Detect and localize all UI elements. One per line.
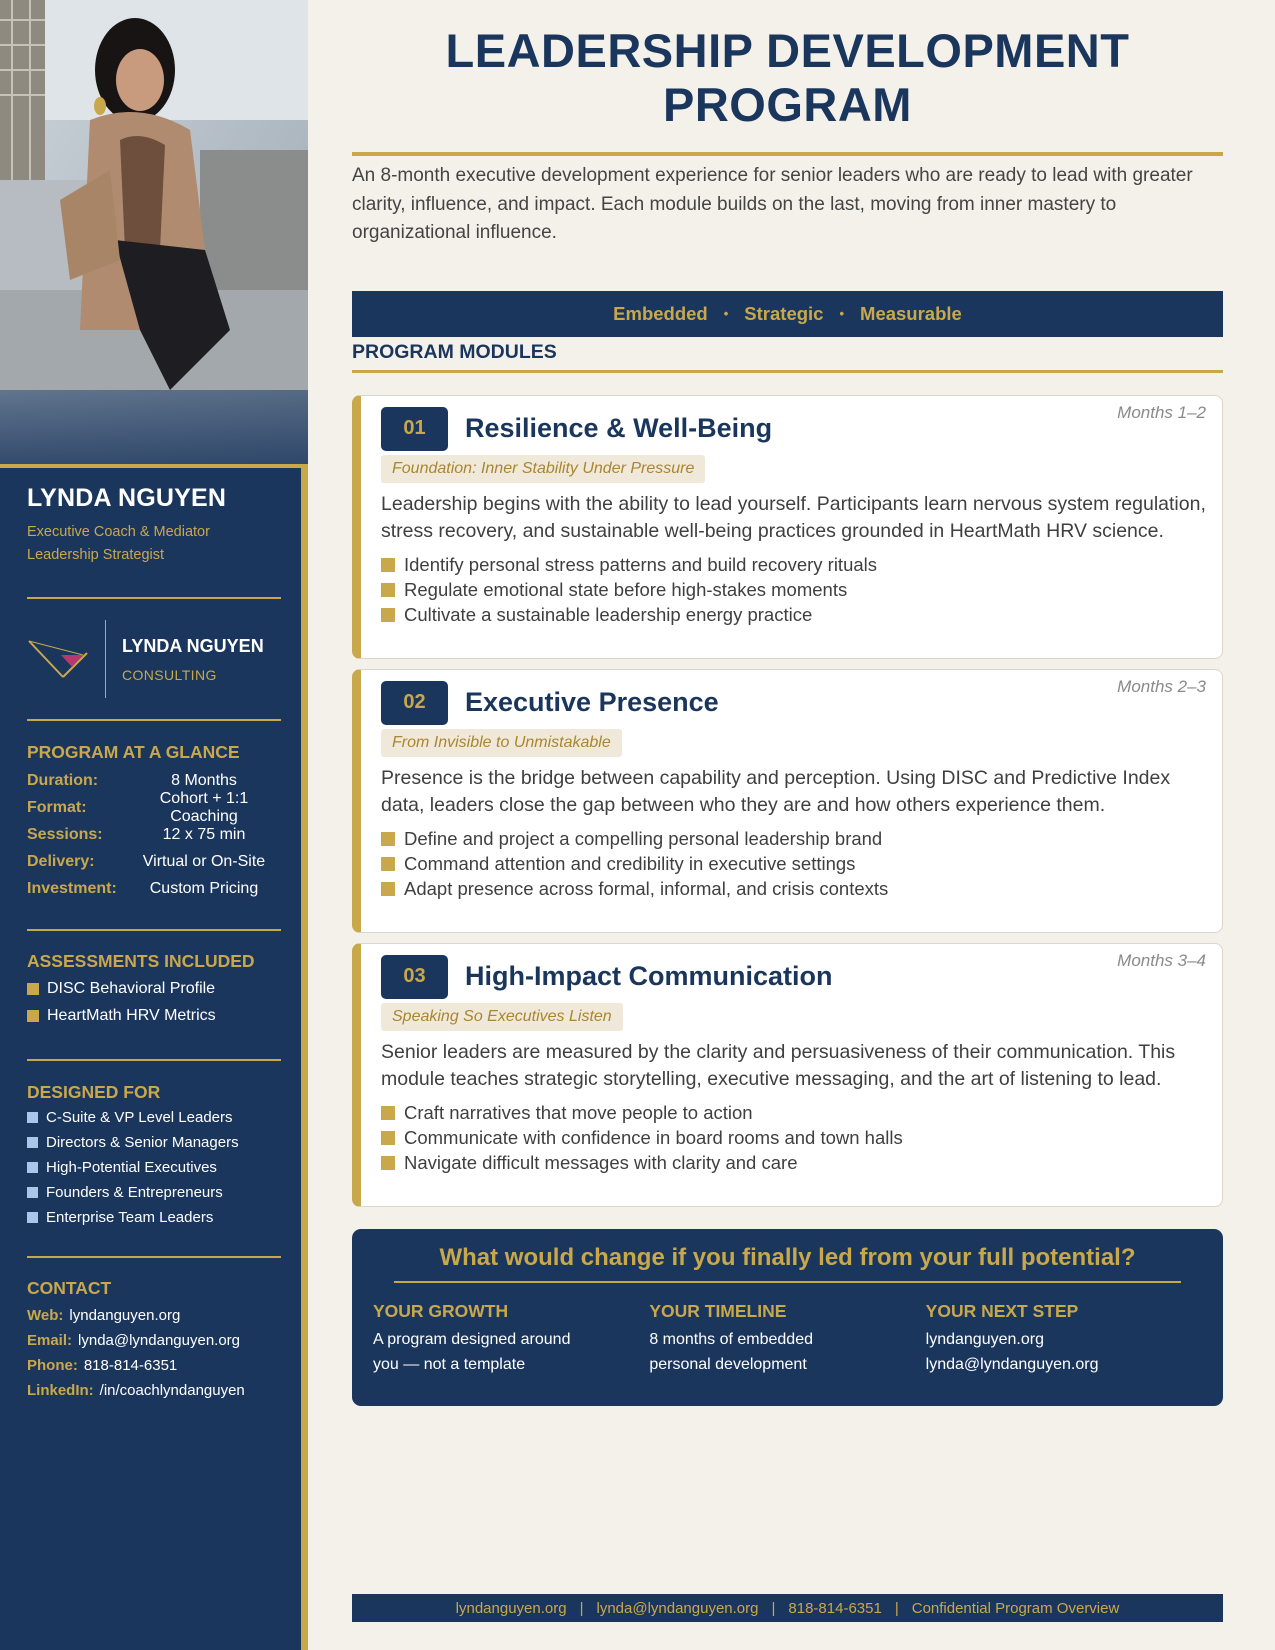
divider — [27, 1059, 281, 1061]
bullet-text: Communicate with confidence in board rooms and town halls — [404, 1127, 903, 1148]
portrait-photo — [0, 0, 308, 466]
logo-name: LYNDA NGUYEN — [122, 635, 264, 656]
glance-row — [27, 875, 281, 902]
square-bullet-icon — [381, 608, 395, 622]
module-card — [352, 669, 1223, 933]
module-bullets — [381, 553, 1206, 628]
module-description: Presence is the bridge between capability and perception. Using DISC and Predictive Index data, leaders close the gap between who they are and how others experience them. — [381, 766, 1171, 816]
module-bullet — [381, 553, 1206, 578]
module-title: Executive Presence — [465, 687, 719, 717]
module-number: 01 — [381, 407, 448, 451]
banner-dot: • — [723, 306, 729, 321]
glance-value: Custom Pricing — [149, 879, 259, 897]
call-to-action — [352, 1229, 1223, 1406]
module-bullet — [381, 1101, 1206, 1126]
glance-list — [27, 767, 281, 902]
audience-label: Enterprise Team Leaders — [46, 1209, 214, 1226]
audience-item — [27, 1155, 281, 1180]
module-tagline: Foundation: Inner Stability Under Pressure — [381, 455, 705, 483]
square-bullet-icon — [27, 1137, 38, 1148]
modules-list — [352, 395, 1223, 1207]
banner-value: Embedded — [613, 302, 708, 324]
module-card — [352, 943, 1223, 1207]
glance-key: Duration: — [27, 771, 99, 789]
module-months: Months 1–2 — [1117, 402, 1206, 422]
module-bullet — [381, 852, 1206, 877]
glance-value: Virtual or On-Site — [142, 852, 266, 870]
bullet-text: Adapt presence across formal, informal, and crisis contexts — [404, 878, 889, 899]
sidebar-content — [27, 468, 281, 1403]
glance-key: Investment: — [27, 879, 117, 897]
banner-value: Strategic — [744, 302, 824, 324]
profile-roles — [27, 521, 281, 567]
glance-key: Format: — [27, 798, 87, 816]
audience-label: High-Potential Executives — [46, 1159, 217, 1176]
modules-rule — [352, 370, 1223, 373]
contact-linkedin — [27, 1378, 281, 1403]
cta-line: personal development — [649, 1355, 807, 1373]
module-months: Months 2–3 — [1117, 676, 1206, 696]
cta-line: you — not a template — [373, 1355, 526, 1373]
contact-list — [27, 1303, 281, 1403]
square-bullet-icon — [27, 1010, 39, 1022]
square-bullet-icon — [27, 1112, 38, 1123]
glance-value: 8 Months — [171, 771, 237, 789]
title-rule — [352, 152, 1223, 156]
square-bullet-icon — [381, 583, 395, 597]
module-description: Senior leaders are measured by the clarity and persuasiveness of their communication. This module teaches strategic storytelling, executive messaging, and the art of listening to lead. — [381, 1040, 1176, 1090]
contact-phone-link[interactable]: 818-814-6351 — [83, 1357, 178, 1374]
square-bullet-icon — [381, 558, 395, 572]
module-bullets — [381, 1101, 1206, 1176]
modules-heading: PROGRAM MODULES — [352, 340, 557, 363]
contact-web — [27, 1303, 281, 1328]
glance-row — [27, 821, 281, 848]
footer-separator: | — [579, 1599, 584, 1617]
cta-rule — [394, 1281, 1181, 1283]
module-tagline: From Invisible to Unmistakable — [381, 729, 622, 757]
module-bullet — [381, 1126, 1206, 1151]
bullet-text: Command attention and credibility in executive settings — [404, 853, 856, 874]
bullet-text: Craft narratives that move people to action — [404, 1102, 753, 1123]
cta-text — [649, 1327, 925, 1377]
assessments-list — [27, 975, 281, 1029]
bullet-text: Regulate emotional state before high-stakes moments — [404, 579, 848, 600]
assessment-item — [27, 975, 281, 1002]
divider — [27, 719, 281, 721]
banner-dot: • — [839, 306, 845, 321]
bullet-text: Cultivate a sustainable leadership energy practice — [404, 604, 813, 625]
cta-text — [373, 1327, 649, 1377]
module-title: High-Impact Communication — [465, 961, 833, 991]
assessment-label: DISC Behavioral Profile — [47, 979, 216, 997]
audience-item — [27, 1180, 281, 1205]
values-banner — [352, 291, 1223, 337]
bullet-text: Navigate difficult messages with clarity and care — [404, 1152, 798, 1173]
program-intro: An 8-month executive development experience for senior leaders who are ready to lead with greater clarity, influence, and impact. Each module builds on the last, moving from inner mastery to organizational influence. — [352, 165, 1193, 243]
square-bullet-icon — [381, 1131, 395, 1145]
contact-email-link[interactable]: lynda@lyndanguyen.org — [78, 1332, 241, 1349]
divider — [27, 1256, 281, 1258]
page-title — [352, 24, 1223, 132]
square-bullet-icon — [381, 857, 395, 871]
module-description: Leadership begins with the ability to lead yourself. Participants learn nervous system regulation, stress recovery, and sustainable well-being practices grounded in HeartMath HRV science. — [381, 492, 1206, 542]
audience-label: C-Suite & VP Level Leaders — [46, 1109, 233, 1126]
module-bullet — [381, 1151, 1206, 1176]
cta-line: A program designed around — [373, 1330, 571, 1348]
glance-row — [27, 848, 281, 875]
audience-label: Founders & Entrepreneurs — [46, 1184, 223, 1201]
module-title: Resilience & Well-Being — [465, 413, 773, 443]
profile-role: Executive Coach & Mediator — [27, 524, 210, 540]
divider — [27, 929, 281, 931]
module-number: 02 — [381, 681, 448, 725]
cta-column-growth — [373, 1301, 649, 1377]
audience-item — [27, 1205, 281, 1230]
audience-item — [27, 1105, 281, 1130]
module-tagline: Speaking So Executives Listen — [381, 1003, 623, 1031]
module-header — [381, 681, 1206, 725]
square-bullet-icon — [27, 1187, 38, 1198]
contact-linkedin-link[interactable]: /in/coachlyndanguyen — [99, 1382, 245, 1399]
sidebar-accent-bar — [301, 466, 308, 1650]
footer-phone-link[interactable]: 818-814-6351 — [788, 1599, 882, 1617]
square-bullet-icon — [381, 882, 395, 896]
logo-subtitle: CONSULTING — [122, 666, 217, 683]
contact-phone — [27, 1353, 281, 1378]
designed-for-heading: DESIGNED FOR — [27, 1082, 161, 1102]
glance-heading: PROGRAM AT A GLANCE — [27, 742, 240, 762]
assessments-heading: ASSESSMENTS INCLUDED — [27, 951, 255, 971]
banner-value: Measurable — [860, 302, 962, 324]
footer-note: Confidential Program Overview — [911, 1599, 1120, 1617]
cta-column-next-step — [926, 1301, 1202, 1377]
cta-heading: YOUR TIMELINE — [649, 1300, 787, 1321]
footer-email-link[interactable]: lynda@lyndanguyen.org — [596, 1599, 759, 1617]
module-bullet — [381, 827, 1206, 852]
square-bullet-icon — [27, 1212, 38, 1223]
title-line: PROGRAM — [663, 78, 912, 131]
glance-value: Cohort + 1:1 Coaching — [159, 789, 249, 825]
square-bullet-icon — [381, 832, 395, 846]
glance-key: Delivery: — [27, 852, 95, 870]
profile-role: Leadership Strategist — [27, 547, 165, 563]
contact-key: Email: — [27, 1332, 73, 1349]
cta-heading: YOUR NEXT STEP — [925, 1300, 1079, 1321]
cta-columns — [373, 1301, 1202, 1377]
contact-key: LinkedIn: — [27, 1382, 94, 1399]
profile-name: LYNDA NGUYEN — [27, 484, 227, 512]
contact-heading: CONTACT — [27, 1278, 112, 1298]
module-months: Months 3–4 — [1117, 950, 1206, 970]
square-bullet-icon — [27, 983, 39, 995]
main-content — [352, 0, 1223, 1406]
cta-question: What would change if you finally led from your full potential? — [439, 1243, 1136, 1271]
module-bullet — [381, 578, 1206, 603]
contact-key: Web: — [27, 1307, 64, 1324]
footer-separator: | — [771, 1599, 776, 1617]
glance-row — [27, 789, 281, 825]
footer-web-link[interactable]: lyndanguyen.org — [455, 1599, 567, 1617]
assessment-label: HeartMath HRV Metrics — [47, 1006, 216, 1024]
audience-item — [27, 1130, 281, 1155]
footer-separator: | — [894, 1599, 899, 1617]
logo-text — [122, 636, 264, 683]
audience-label: Directors & Senior Managers — [46, 1134, 239, 1151]
triangle-logo-icon — [27, 637, 105, 681]
contact-email — [27, 1328, 281, 1353]
page-footer — [352, 1594, 1223, 1622]
module-bullets — [381, 827, 1206, 902]
module-number: 03 — [381, 955, 448, 999]
square-bullet-icon — [381, 1106, 395, 1120]
title-line: LEADERSHIP DEVELOPMENT — [445, 24, 1130, 77]
assessment-item — [27, 1002, 281, 1029]
cta-line: 8 months of embedded — [649, 1330, 813, 1348]
logo-separator — [105, 620, 106, 698]
square-bullet-icon — [381, 1156, 395, 1170]
sidebar — [0, 0, 308, 1650]
company-logo — [27, 599, 281, 719]
module-header — [381, 407, 1206, 451]
cta-column-timeline — [649, 1301, 925, 1377]
module-header — [381, 955, 1206, 999]
cta-web-link[interactable]: lyndanguyen.org — [925, 1330, 1044, 1348]
square-bullet-icon — [27, 1162, 38, 1173]
contact-web-link[interactable]: lyndanguyen.org — [69, 1307, 181, 1324]
glance-value: 12 x 75 min — [162, 825, 246, 843]
module-bullet — [381, 603, 1206, 628]
bullet-text: Define and project a compelling personal leadership brand — [404, 828, 883, 849]
bullet-text: Identify personal stress patterns and build recovery rituals — [404, 554, 878, 575]
designed-for-list — [27, 1105, 281, 1230]
cta-text — [926, 1327, 1202, 1377]
cta-email-link[interactable]: lynda@lyndanguyen.org — [925, 1355, 1099, 1373]
cta-heading: YOUR GROWTH — [373, 1300, 509, 1321]
module-bullet — [381, 877, 1206, 902]
contact-key: Phone: — [27, 1357, 78, 1374]
glance-key: Sessions: — [27, 825, 103, 843]
module-card — [352, 395, 1223, 659]
